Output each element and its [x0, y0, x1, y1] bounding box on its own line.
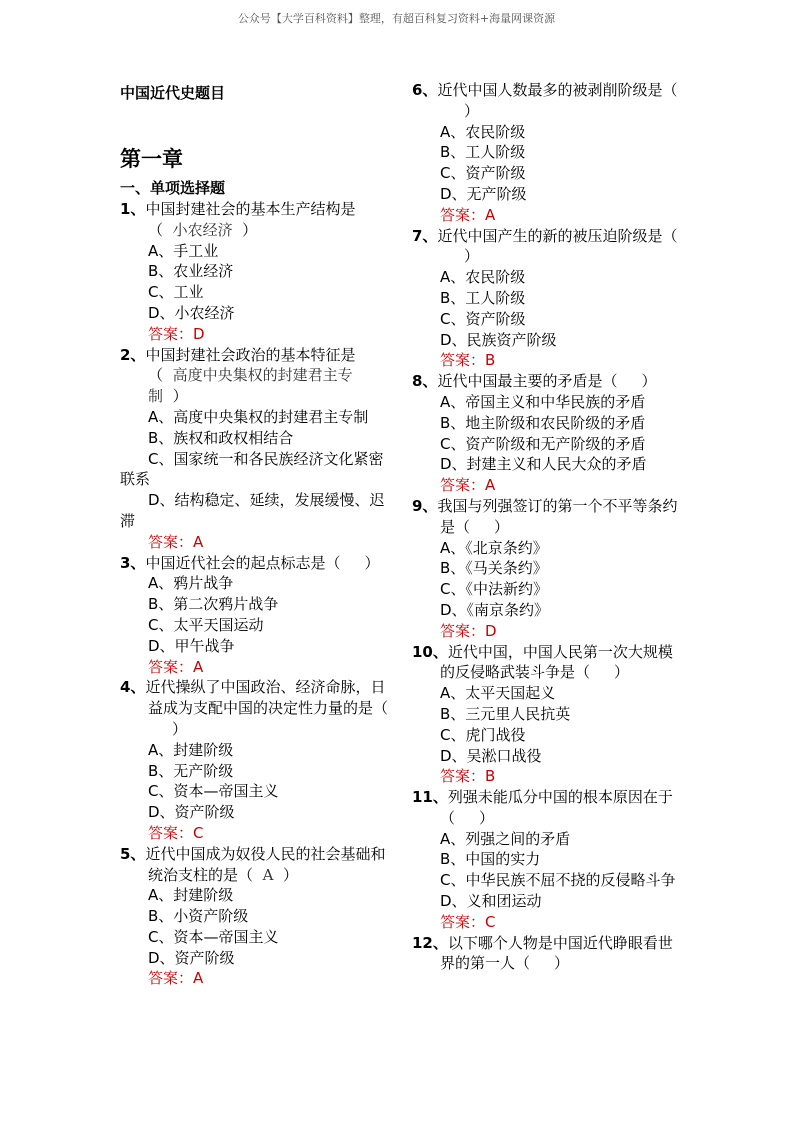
- question-stem: 中国封建社会政治的基本特征是（: [145, 345, 356, 385]
- answer-option: B、无产阶级: [148, 761, 234, 780]
- answer-option: D、结构稳定、延续，发展缓慢、迟滞: [120, 491, 385, 530]
- question-block: [120, 345, 392, 553]
- answer-key: 答案：B: [440, 767, 496, 786]
- answer-option: C、资产阶级和无产阶级的矛盾: [440, 434, 646, 453]
- question-close-paren: ）: [554, 954, 570, 973]
- question-close-paren: ）: [464, 101, 480, 120]
- answer-option: D、无产阶级: [440, 184, 527, 203]
- answer-option: A、《北京条约》: [440, 538, 548, 557]
- answer-option: D、资产阶级: [148, 948, 235, 967]
- section-heading: 一、单项选择题: [120, 179, 226, 197]
- answer-option: A、手工业: [148, 241, 219, 260]
- question-block: [412, 642, 682, 788]
- answer-key: 答案：D: [148, 324, 205, 343]
- answer-option: D、小农经济: [148, 303, 235, 322]
- answer-option: B、农业经济: [148, 262, 234, 281]
- question-close-paren: ）: [172, 387, 188, 406]
- question-stem: 近代中国产生的新的被压迫阶级是（: [437, 226, 678, 245]
- answer-option: C、资产阶级: [440, 309, 526, 328]
- question-close-paren: ）: [364, 553, 380, 572]
- left-question-list: [120, 199, 392, 989]
- answer-option: C、工业: [148, 283, 204, 302]
- question-block: [412, 371, 682, 496]
- answer-option: C、中华民族不屈不挠的反侵略斗争: [440, 871, 676, 890]
- question-number: 11、: [412, 788, 448, 807]
- question-block: [412, 226, 682, 372]
- question-stem: 列强未能瓜分中国的根本原因在于（: [440, 788, 673, 827]
- answer-option: C、资产阶级: [440, 164, 526, 183]
- answer-key: 答案：C: [148, 823, 204, 842]
- question-number: 10、: [412, 642, 448, 661]
- answer-option: A、鸦片战争: [148, 574, 234, 593]
- question-stem: 中国近代社会的起点标志是（: [145, 553, 341, 572]
- answer-option: D、民族资产阶级: [440, 330, 557, 349]
- answer-option: A、封建阶级: [148, 740, 234, 759]
- question-close-paren: ）: [494, 517, 510, 536]
- question-block: [120, 199, 392, 345]
- answer-option: C、太平天国运动: [148, 615, 264, 634]
- question-block: [120, 677, 392, 843]
- question-text: [412, 787, 682, 829]
- question-close-paren: ）: [464, 247, 480, 266]
- document-title: 中国近代史题目: [120, 84, 226, 102]
- answer-option: B、小资产阶级: [148, 907, 249, 926]
- answer-option: B、工人阶级: [440, 143, 526, 162]
- question-text: [120, 553, 392, 574]
- question-number: 12、: [412, 933, 448, 952]
- question-number: 5、: [120, 844, 146, 863]
- question-stem: 近代中国，中国人民第一次大规模的反侵略武装斗争是（: [440, 642, 673, 682]
- question-text: [120, 199, 392, 241]
- answer-option: C、《中法新约》: [440, 580, 548, 599]
- answer-option: B、工人阶级: [440, 288, 526, 307]
- answer-key: 答案：A: [148, 969, 204, 988]
- question-block: [412, 933, 682, 975]
- answer-option: C、虎门战役: [440, 725, 526, 744]
- answer-option: A、太平天国起义: [440, 684, 556, 703]
- answer-key: 答案：B: [440, 351, 496, 370]
- filled-answer: 小农经济: [172, 220, 233, 239]
- answer-option: B、第二次鸦片战争: [148, 595, 279, 614]
- question-stem: 近代中国成为奴役人民的社会基础和统治支柱的是（: [145, 844, 386, 884]
- question-text: [120, 677, 392, 739]
- question-text: [412, 496, 682, 538]
- question-stem: 近代中国人数最多的被剥削阶级是（: [437, 81, 678, 99]
- answer-option: C、资本—帝国主义: [148, 782, 279, 801]
- question-text: [412, 226, 682, 268]
- chapter-heading: 第一章: [120, 147, 183, 171]
- answer-option: D、《南京条约》: [440, 600, 550, 619]
- answer-option: B、三元里人民抗英: [440, 704, 571, 723]
- filled-answer: 高度中央集权的封建君主专制: [148, 366, 353, 406]
- question-block: [412, 496, 682, 642]
- answer-option: B、《马关条约》: [440, 559, 548, 578]
- question-block: [412, 80, 682, 226]
- answer-option: D、吴淞口战役: [440, 746, 542, 765]
- question-text: [412, 933, 682, 975]
- question-stem: 近代中国最主要的矛盾是（: [437, 372, 618, 391]
- answer-option: A、高度中央集权的封建君主专制: [148, 407, 369, 426]
- answer-option: B、中国的实力: [440, 850, 541, 869]
- left-column: [120, 80, 392, 989]
- question-text: [412, 80, 682, 122]
- answer-key: 答案：D: [440, 621, 497, 640]
- answer-option: B、地主阶级和农民阶级的矛盾: [440, 413, 646, 432]
- question-stem: 以下哪个人物是中国近代睁眼看世界的第一人（: [440, 933, 673, 973]
- question-close-paren: ）: [282, 865, 298, 884]
- answer-option: D、封建主义和人民大众的矛盾: [440, 455, 647, 474]
- question-text: [120, 345, 392, 407]
- question-close-paren: ）: [172, 719, 188, 738]
- question-text: [412, 371, 682, 392]
- question-text: [412, 642, 682, 684]
- question-number: 7、: [412, 226, 438, 245]
- right-column: [412, 80, 682, 974]
- page-header: 公众号【大学百科资料】整理，有超百科复习资料+海量网课资源: [237, 12, 556, 25]
- answer-key: 答案：A: [148, 532, 204, 551]
- answer-key: 答案：C: [440, 912, 496, 931]
- question-close-paren: ）: [641, 372, 657, 391]
- question-text: [120, 844, 392, 886]
- question-number: 6、: [412, 81, 438, 99]
- question-close-paren: ）: [242, 220, 258, 239]
- question-number: 4、: [120, 678, 146, 697]
- answer-key: 答案：A: [440, 205, 496, 224]
- question-number: 9、: [412, 496, 438, 515]
- filled-answer: A: [262, 865, 274, 884]
- question-number: 3、: [120, 553, 146, 572]
- answer-option: D、义和团运动: [440, 892, 542, 911]
- question-stem: 中国封建社会的基本生产结构是（: [145, 200, 356, 239]
- answer-option: D、资产阶级: [148, 803, 235, 822]
- right-question-list: [412, 80, 682, 974]
- answer-option: D、甲午战争: [148, 636, 235, 655]
- question-block: [120, 844, 392, 990]
- answer-option: A、帝国主义和中华民族的矛盾: [440, 392, 646, 411]
- question-number: 8、: [412, 372, 438, 391]
- answer-option: C、资本—帝国主义: [148, 927, 279, 946]
- question-stem: 我国与列强签订的第一个不平等条约是（: [437, 496, 678, 536]
- question-block: [412, 787, 682, 933]
- question-close-paren: ）: [479, 808, 495, 827]
- answer-option: A、封建阶级: [148, 886, 234, 905]
- question-number: 2、: [120, 345, 146, 364]
- answer-key: 答案：A: [440, 476, 496, 495]
- answer-option: A、列强之间的矛盾: [440, 829, 571, 848]
- answer-option: C、国家统一和各民族经济文化紧密联系: [120, 449, 384, 489]
- answer-option: B、族权和政权相结合: [148, 428, 294, 447]
- answer-key: 答案：A: [148, 657, 204, 676]
- answer-option: A、农民阶级: [440, 122, 526, 141]
- question-number: 1、: [120, 200, 146, 218]
- answer-option: A、农民阶级: [440, 268, 526, 287]
- question-block: [120, 553, 392, 678]
- question-close-paren: ）: [614, 663, 630, 682]
- question-stem: 近代操纵了中国政治、经济命脉，日益成为支配中国的决定性力量的是（: [145, 678, 389, 718]
